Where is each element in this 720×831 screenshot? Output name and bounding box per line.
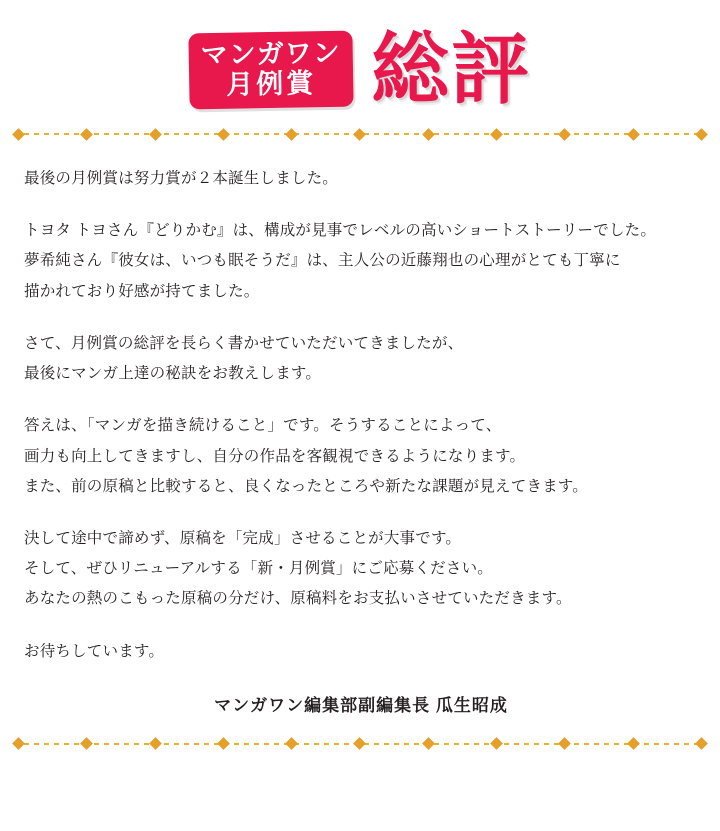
diamond-ornament (285, 128, 298, 141)
diamond-ornament (149, 738, 162, 751)
diamond-ornament (559, 738, 572, 751)
diamond-ornament (490, 128, 503, 141)
paragraph (24, 637, 698, 667)
divider-top (14, 126, 706, 142)
diamond-ornament (80, 128, 93, 141)
paragraph (24, 524, 698, 615)
paragraph (24, 411, 698, 502)
diamond-ornament (627, 738, 640, 751)
diamond-ornament (559, 128, 572, 141)
text-line: 決して途中で諦めず、原稿を「完成」させることが大事です。 (24, 529, 462, 547)
paragraph (24, 164, 698, 194)
text-line: そして、ぜひリニューアルする「新・月例賞」にご応募ください。 (24, 560, 493, 578)
divider-diamonds (14, 126, 706, 142)
diamond-ornament (627, 128, 640, 141)
text-line: お待ちしています。 (24, 642, 165, 660)
text-line: トヨタ トヨさん『どりかむ』は、構成が見事でレベルの高いショートストーリーでした。 (24, 222, 657, 240)
text-line: さて、月例賞の総評を長らく書かせていただいてきましたが、 (24, 334, 464, 352)
diamond-ornament (354, 738, 367, 751)
badge-line-1: マンガワン (200, 37, 341, 70)
diamond-ornament (490, 738, 503, 751)
divider-bottom (14, 736, 706, 752)
signature: マンガワン編集部副編集長 瓜生昭成 (214, 695, 508, 715)
diamond-ornament (149, 128, 162, 141)
diamond-ornament (695, 128, 708, 141)
diamond-ornament (12, 128, 25, 141)
text-line: あなたの熱のこもった原稿の分だけ、原稿料をお支払いさせていただきます。 (24, 590, 572, 608)
body-copy (0, 142, 720, 722)
text-line: 夢希純さん『彼女は、いつも眠そうだ』は、主人公の近藤翔也の心理がとても丁寧に (24, 252, 621, 270)
diamond-ornament (285, 738, 298, 751)
diamond-ornament (354, 128, 367, 141)
text-line: 最後にマンガ上達の秘訣をお教えします。 (24, 365, 322, 383)
page-header (0, 0, 720, 126)
text-line: 最後の月例賞は努力賞が２本誕生しました。 (24, 170, 339, 187)
text-line: 描かれており好感が持てました。 (24, 282, 260, 300)
paragraph (24, 216, 698, 307)
diamond-ornament (422, 738, 435, 751)
text-line: 画力も向上してきますし、自分の作品を客観視できるようになります。 (24, 447, 526, 465)
page-title: 総評 (370, 25, 531, 115)
text-line: また、前の原稿と比較すると、良くなったところや新たな課題が見えてきます。 (24, 477, 588, 495)
award-badge (188, 30, 353, 109)
diamond-ornament (695, 738, 708, 751)
diamond-ornament (12, 738, 25, 751)
diamond-ornament (422, 128, 435, 141)
divider-diamonds (14, 736, 706, 752)
diamond-ornament (217, 738, 230, 751)
diamond-ornament (217, 128, 230, 141)
paragraph (24, 329, 698, 389)
badge-line-2: 月例賞 (225, 68, 317, 100)
text-line: 答えは、「マンガを描き続けること」です。そうすることによって、 (24, 417, 502, 435)
diamond-ornament (80, 738, 93, 751)
